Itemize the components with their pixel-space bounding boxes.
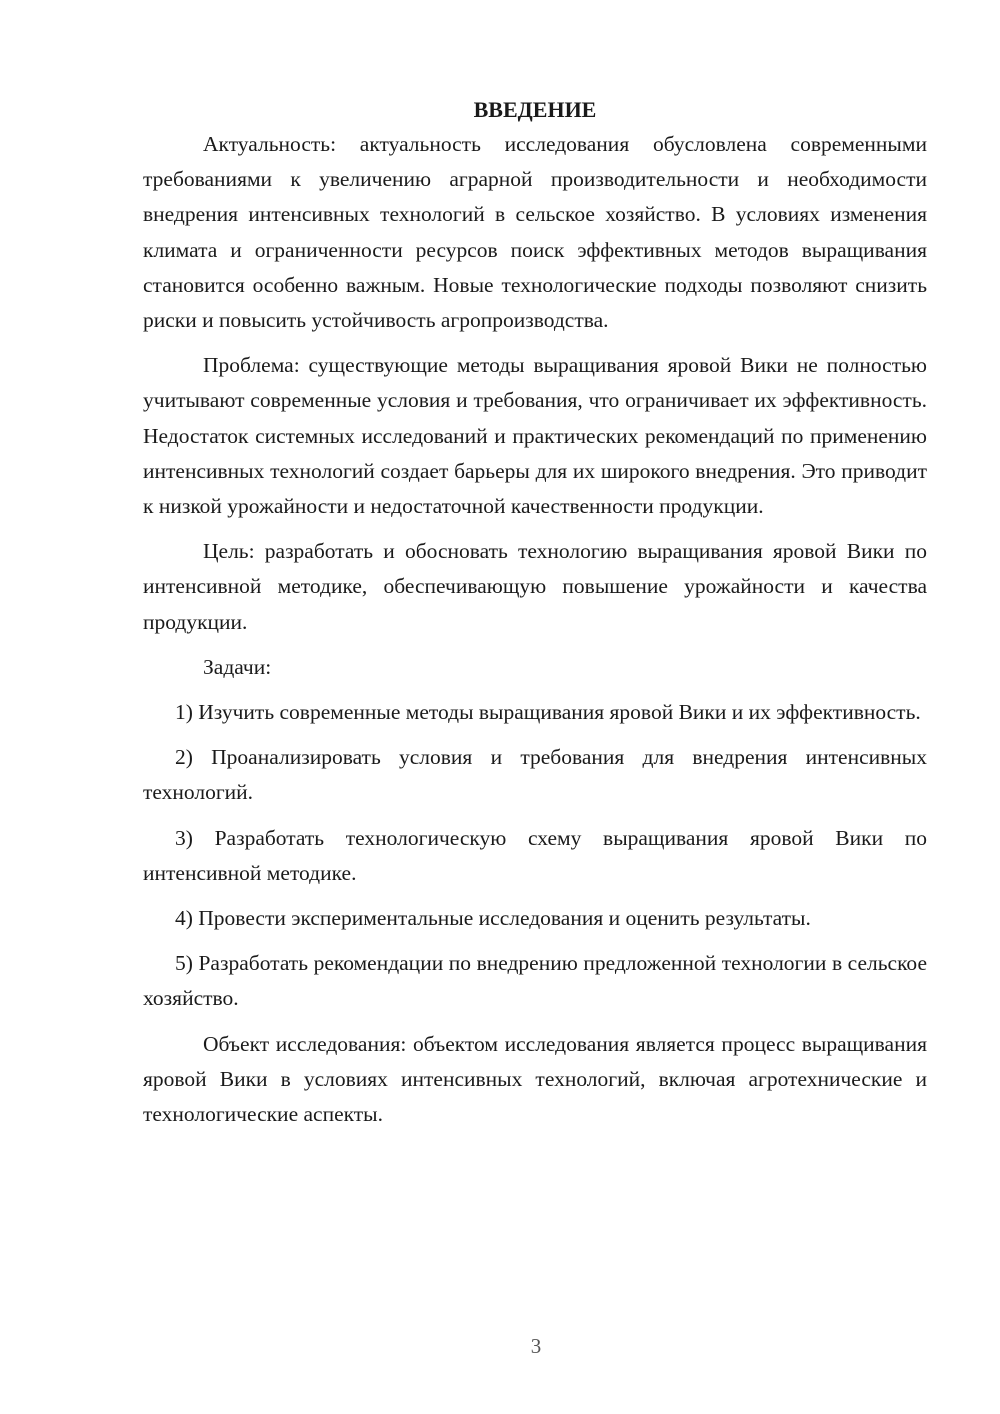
task-item-4: 4) Провести экспериментальные исследования и оценить результаты.	[175, 906, 811, 931]
tasks-heading: Задачи:	[203, 654, 272, 679]
relevance-paragraph: Актуальность: актуальность исследования обусловлена современными требованиями к увеличению аграрной производительности и необходимости внедрения интенсивных технологий в сельское хозяйство. В условиях изменения климата и ограниченности ресурсов поиск эффективных методов выращивания становится особенно важным. Новые технологические подходы позволяют снизить риски и повысить устойчивость агропроизводства.	[143, 132, 927, 333]
document-page	[143, 92, 927, 1132]
task-item-2: 2) Проанализировать условия и требования для внедрения интенсивных технологий.	[143, 745, 927, 805]
task-item-1: 1) Изучить современные методы выращивания яровой Вики и их эффективность.	[175, 700, 921, 725]
page-number: 3	[530, 1334, 542, 1358]
task-item-5: 5) Разработать рекомендации по внедрению предложенной технологии в сельское хозяйство.	[143, 951, 927, 1011]
task-item-3: 3) Разработать технологическую схему выращивания яровой Вики по интенсивной методике.	[143, 825, 927, 885]
object-paragraph: Объект исследования: объектом исследования является процесс выращивания яровой Вики в условиях интенсивных технологий, включая агротехнические и технологические аспекты.	[143, 1031, 927, 1127]
document-title: ВВЕДЕНИЕ	[473, 97, 597, 122]
problem-paragraph: Проблема: существующие методы выращивания яровой Вики не полностью учитывают современные условия и требования, что ограничивает их эффективность. Недостаток системных исследований и практических рекомендаций по применению интенсивных технологий создает барьеры для их широкого внедрения. Это приводит к низкой урожайности и недостаточной качественности продукции.	[143, 353, 927, 519]
goal-paragraph: Цель: разработать и обосновать технологию выращивания яровой Вики по интенсивной методике, обеспечивающую повышение урожайности и качества продукции.	[143, 539, 927, 634]
